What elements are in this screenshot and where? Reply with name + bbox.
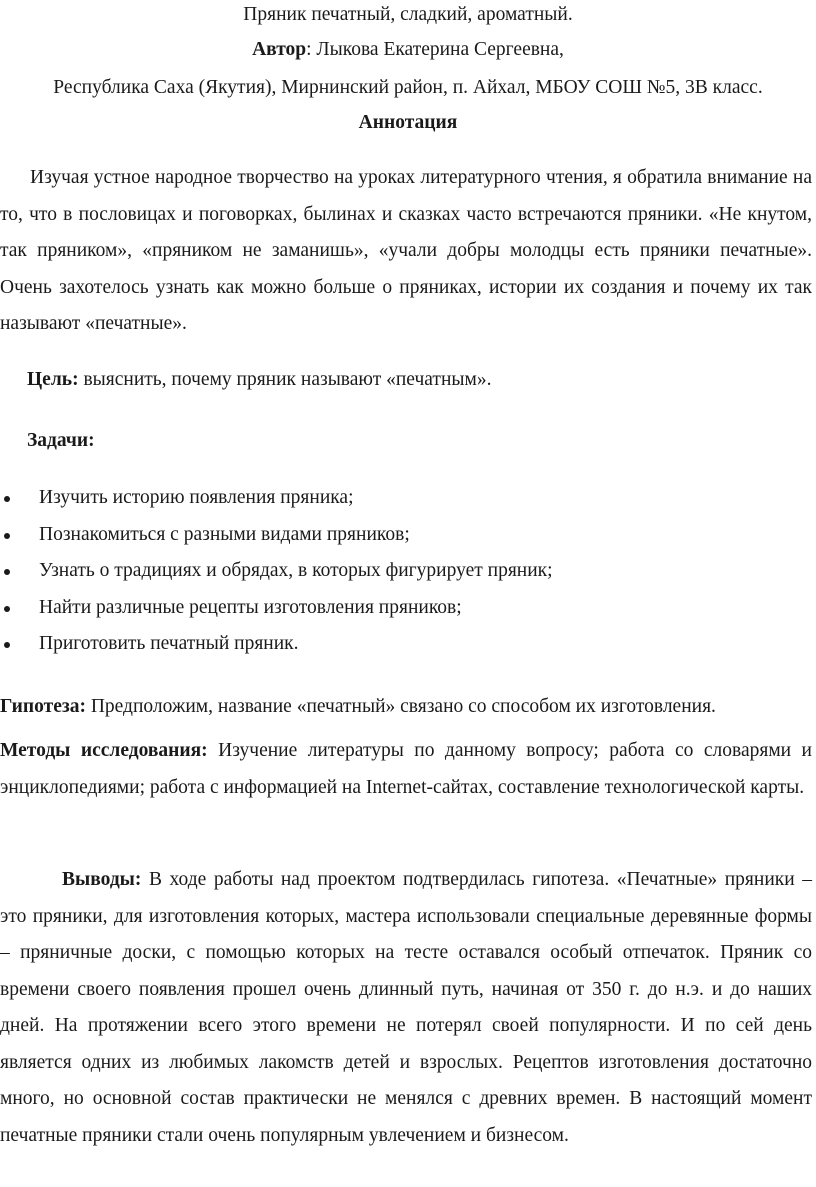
task-text: Найти различные рецепты изготовления пряников;: [39, 596, 462, 618]
list-item: [0, 523, 553, 560]
conclusions-label: Выводы:: [62, 869, 142, 890]
methods-text: Изучение литературы по данному вопросу; работа со словарями и энциклопедиями; работа с информацией на Internet-сайтах, составление технологической карты.: [0, 740, 812, 798]
list-item: [0, 486, 553, 523]
hypothesis-text: Предположим, название «печатный» связано со способом их изготовления.: [85, 696, 716, 717]
goal-line: [27, 368, 491, 392]
list-item: [0, 559, 553, 596]
list-item: [0, 632, 553, 669]
methods-label: Методы исследования:: [0, 740, 208, 761]
bullet-icon: [4, 606, 10, 612]
author-line: [0, 38, 816, 62]
document-title: Пряник печатный, сладкий, ароматный.: [243, 4, 573, 25]
intro-paragraph: Изучая устное народное творчество на уроках литературного чтения, я обратила внимание на то, что в пословицах и поговорках, былинах и сказках часто встречаются пряники. «Не кнутом, так пряником», «пряником не заманишь», «учали добры молодцы есть пряники печатные». Очень захотелось узнать как можно больше о пряниках, истории их создания и почему их так называют «печатные».: [0, 167, 812, 334]
author-name: : Лыкова Екатерина Сергеевна,: [306, 39, 564, 60]
bullet-icon: [4, 642, 10, 648]
goal-text: выяснить, почему пряник называют «печатным».: [78, 369, 492, 390]
bullet-icon: [4, 496, 10, 502]
bullet-icon: [4, 533, 10, 539]
list-item: [0, 596, 553, 633]
author-label: Автор: [252, 39, 307, 60]
task-text: Узнать о традициях и обрядах, в которых фигурирует пряник;: [39, 560, 553, 581]
hypothesis-label: Гипотеза:: [0, 696, 86, 717]
methods-paragraph: [0, 733, 812, 806]
tasks-list: [0, 486, 553, 669]
hypothesis-line: [0, 695, 716, 719]
task-text: Приготовить печатный пряник.: [39, 633, 299, 654]
conclusions-paragraph: [0, 862, 812, 1154]
conclusions-text: В ходе работы над проектом подтвердилась гипотеза. «Печатные» пряники – это пряники, для изготовления которых, мастера использовали специальные деревянные формы – пряничные доски, с помощью которых на тесте оставался особый отпечаток. Пряник со времени своего появления прошел очень длинный путь, начиная от 350 г. до н.э. и до наших дней. На протяжении всего этого времени не потерял своей популярности. И по сей день является одних из любимых лакомств детей и взрослых. Рецептов изготовления достаточно много, но основной состав практически не менялся с древних времен. В настоящий момент печатные пряники стали очень популярным увлечением и бизнесом.: [0, 869, 812, 1146]
school-line: Республика Саха (Якутия), Мирнинский район, п. Айхал, МБОУ СОШ №5, 3В класс.: [53, 77, 763, 98]
task-text: Познакомиться с разными видами пряников;: [39, 523, 410, 545]
goal-label: Цель:: [27, 369, 79, 390]
task-text: Изучить историю появления пряника;: [39, 487, 354, 508]
annotation-heading: Аннотация: [358, 112, 458, 133]
tasks-label: Задачи:: [27, 430, 95, 451]
bullet-icon: [4, 569, 10, 575]
